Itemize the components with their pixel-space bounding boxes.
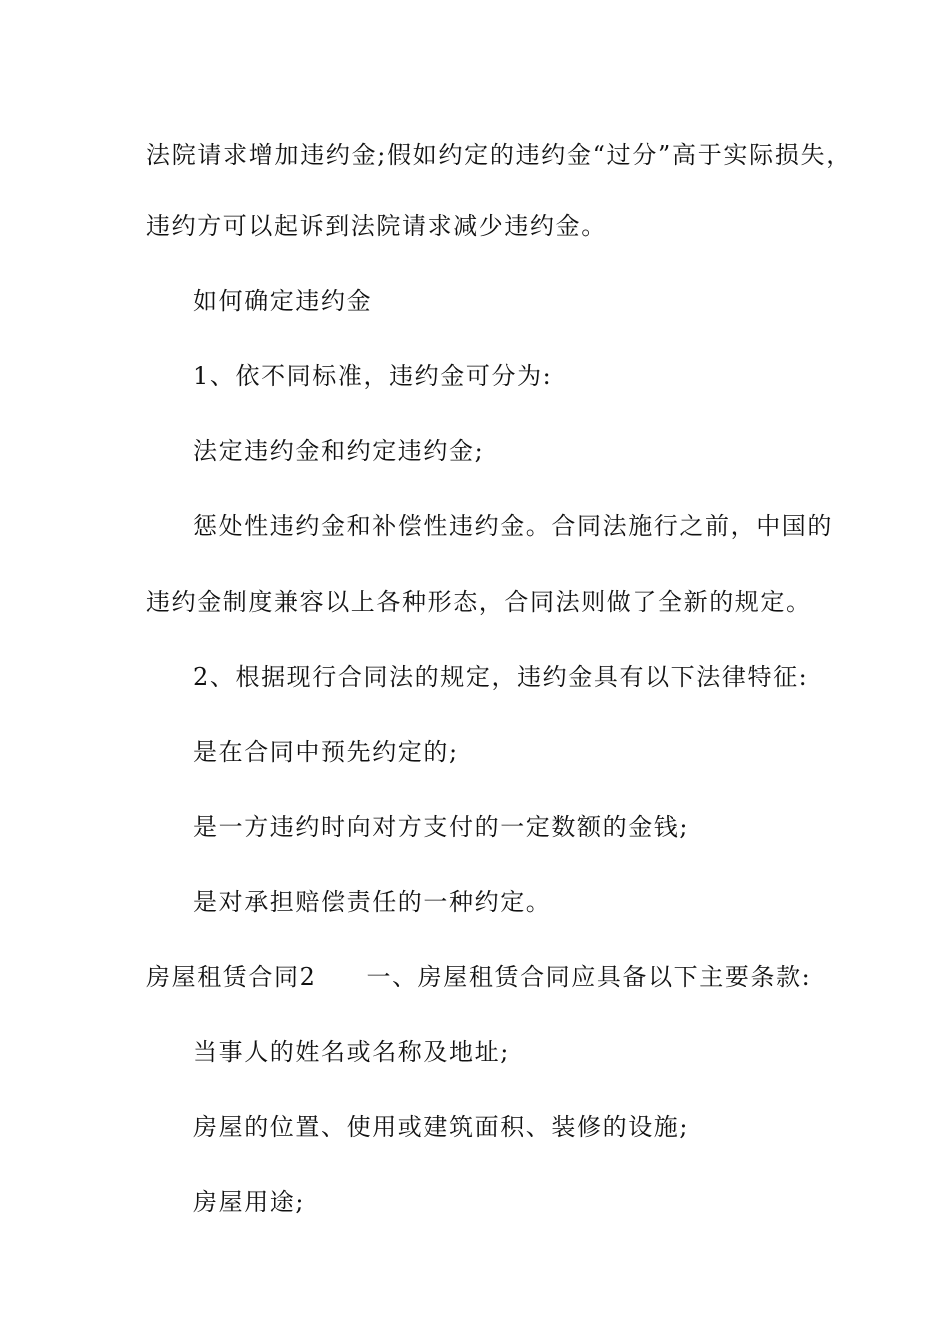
section-title-line [146,962,811,992]
paragraph-line: 违约金制度兼容以上各种形态，合同法则做了全新的规定。 [146,588,812,616]
list-item: 是一方违约时向对方支付的一定数额的金钱; [193,813,690,841]
list-item: 房屋用途; [193,1188,306,1216]
list-item: 当事人的姓名或名称及地址; [193,1038,510,1066]
list-item: 房屋的位置、使用或建筑面积、装修的设施; [193,1113,690,1141]
paragraph-line: 惩处性违约金和补偿性违约金。合同法施行之前，中国的 [193,512,833,540]
paragraph-line: 法院请求增加违约金;假如约定的违约金“过分”高于实际损失， [146,141,852,169]
section-heading: 如何确定违约金 [193,287,373,315]
section-first-line: 一、房屋租赁合同应具备以下主要条款: [366,963,812,991]
document-section-heading: 房屋租赁合同2 [146,963,317,991]
paragraph-line: 违约方可以起诉到法院请求减少违约金。 [146,212,607,240]
list-item: 是在合同中预先约定的; [193,738,459,766]
list-item: 法定违约金和约定违约金; [193,437,485,465]
list-item: 2、根据现行合同法的规定，违约金具有以下法律特征: [193,663,809,691]
list-item: 是对承担赔偿责任的一种约定。 [193,888,552,916]
list-item: 1、依不同标准，违约金可分为: [193,362,553,390]
